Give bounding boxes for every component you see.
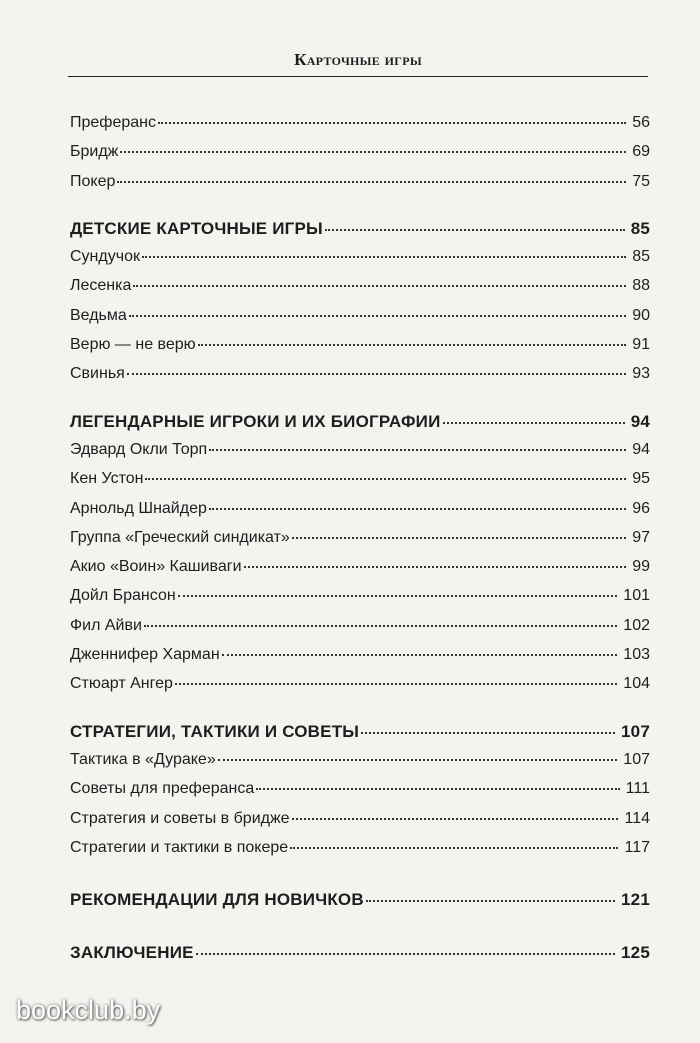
toc-entry-page: 75 xyxy=(632,172,650,190)
dot-leader xyxy=(196,953,615,955)
toc-section-page: 125 xyxy=(621,943,650,963)
section-gap xyxy=(70,868,650,890)
toc-section-page: 107 xyxy=(621,721,650,741)
toc-section-conclusion[interactable] xyxy=(70,943,650,972)
toc-entry-page: 91 xyxy=(632,336,650,354)
toc-entry-title: Арнольд Шнайдер xyxy=(70,499,207,517)
toc-entry-title: Дженнифер Харман xyxy=(70,646,220,664)
toc-entry-thorp[interactable] xyxy=(70,441,650,470)
section-gap xyxy=(70,202,650,219)
toc-entry-page: 90 xyxy=(632,306,650,324)
toc-entry-preferans[interactable] xyxy=(70,114,650,143)
toc-entry-schneider[interactable] xyxy=(70,500,650,529)
dot-leader xyxy=(222,654,618,656)
toc-entry-page: 85 xyxy=(632,248,650,266)
toc-entry-sunduchok[interactable] xyxy=(70,248,650,277)
toc-entry-page: 103 xyxy=(623,646,650,664)
toc-entry-title: Дойл Брансон xyxy=(70,587,176,605)
dot-leader xyxy=(292,818,619,820)
toc-entry-vedma[interactable] xyxy=(70,307,650,336)
toc-entry-bridge-strategy[interactable] xyxy=(70,810,650,839)
dot-leader xyxy=(142,256,626,258)
dot-leader xyxy=(256,788,619,790)
toc-entry-page: 97 xyxy=(632,528,650,546)
toc-entry-title: Бридж xyxy=(70,143,119,161)
toc-entry-page: 88 xyxy=(632,277,650,295)
toc-entry-page: 56 xyxy=(632,114,650,131)
toc-entry-page: 107 xyxy=(623,750,650,768)
toc-entry-title: Кен Устон xyxy=(70,470,144,488)
toc-entry-lesenka[interactable] xyxy=(70,277,650,306)
dot-leader xyxy=(178,595,618,597)
section-gap xyxy=(70,919,650,943)
toc-section-page: 85 xyxy=(630,218,650,238)
toc-entry-page: 101 xyxy=(623,587,650,605)
toc-entry-title: Свинья xyxy=(70,365,125,383)
toc-entry-svinya[interactable] xyxy=(70,365,650,394)
toc-entry-greek-syndicate[interactable] xyxy=(70,529,650,558)
toc-section-title: ЛЕГЕНДАРНЫЕ ИГРОКИ И ИХ БИОГРАФИИ xyxy=(70,411,441,431)
dot-leader xyxy=(127,373,626,375)
toc-entry-page: 99 xyxy=(632,558,650,576)
dot-leader xyxy=(443,422,625,424)
toc-entry-poker[interactable] xyxy=(70,173,650,202)
toc-entry-title: Эдвард Окли Торп xyxy=(70,440,208,458)
dot-leader xyxy=(120,151,626,153)
toc-entry-preferans-tips[interactable] xyxy=(70,780,650,809)
section-gap xyxy=(70,395,650,412)
toc-entry-title: Стратегия и советы в бридже xyxy=(70,809,290,827)
toc-entry-title: Верю — не верю xyxy=(70,336,196,354)
dot-leader xyxy=(175,683,617,685)
toc-entry-page: 102 xyxy=(623,616,650,634)
dot-leader xyxy=(145,478,626,480)
dot-leader xyxy=(218,759,618,761)
toc-entry-title: Стратегии и тактики в покере xyxy=(70,838,289,856)
toc-entry-title: Лесенка xyxy=(70,277,132,295)
header-rule xyxy=(68,76,648,77)
toc-entry-title: Группа «Греческий синдикат» xyxy=(70,528,290,546)
toc-entry-page: 94 xyxy=(632,440,650,458)
dot-leader xyxy=(244,566,627,568)
toc-section-strategy[interactable] xyxy=(70,722,650,751)
toc-entry-page: 104 xyxy=(623,675,650,693)
toc-section-newbies[interactable] xyxy=(70,890,650,919)
toc-entry-page: 93 xyxy=(632,365,650,383)
toc-entry-bridge[interactable] xyxy=(70,143,650,172)
toc-entry-title: Покер xyxy=(70,172,116,190)
dot-leader xyxy=(366,900,615,902)
toc-section-kids[interactable] xyxy=(70,219,650,248)
toc-section-page: 121 xyxy=(621,890,650,910)
toc-section-title: ДЕТСКИЕ КАРТОЧНЫЕ ИГРЫ xyxy=(70,218,323,238)
dot-leader xyxy=(325,229,625,231)
table-of-contents xyxy=(70,114,650,973)
toc-section-page: 94 xyxy=(630,411,650,431)
toc-entry-page: 111 xyxy=(625,780,650,798)
toc-entry-poker-strategy[interactable] xyxy=(70,839,650,868)
toc-entry-title: Фил Айви xyxy=(70,616,142,634)
toc-entry-page: 114 xyxy=(624,809,650,827)
dot-leader xyxy=(129,315,626,317)
toc-entry-ivey[interactable] xyxy=(70,617,650,646)
toc-section-title: СТРАТЕГИИ, ТАКТИКИ И СОВЕТЫ xyxy=(70,721,360,741)
dot-leader xyxy=(198,344,627,346)
section-gap xyxy=(70,705,650,722)
dot-leader xyxy=(209,449,626,451)
toc-entry-page: 117 xyxy=(624,838,650,856)
toc-section-title: РЕКОМЕНДАЦИИ ДЛЯ НОВИЧКОВ xyxy=(70,890,364,910)
dot-leader xyxy=(133,285,626,287)
toc-entry-kashiwagi[interactable] xyxy=(70,558,650,587)
dot-leader xyxy=(158,122,626,124)
toc-entry-ungar[interactable] xyxy=(70,675,650,704)
toc-entry-page: 95 xyxy=(632,470,650,488)
site-watermark: bookclub.by xyxy=(16,995,161,1025)
dot-leader xyxy=(361,732,615,734)
toc-entry-harman[interactable] xyxy=(70,646,650,675)
toc-section-title: ЗАКЛЮЧЕНИЕ xyxy=(70,943,194,963)
dot-leader xyxy=(290,847,618,849)
toc-entry-veryu-ne-veryu[interactable] xyxy=(70,336,650,365)
dot-leader xyxy=(117,181,626,183)
dot-leader xyxy=(144,625,617,627)
toc-entry-title: Советы для преферанса xyxy=(70,780,255,798)
toc-entry-title: Тактика в «Дураке» xyxy=(70,750,216,768)
toc-entry-title: Сундучок xyxy=(70,248,140,266)
toc-entry-title: Преферанс xyxy=(70,114,156,131)
toc-entry-durak-tactics[interactable] xyxy=(70,751,650,780)
toc-entry-brunson[interactable] xyxy=(70,587,650,616)
toc-entry-title: Ведьма xyxy=(70,306,127,324)
dot-leader xyxy=(209,508,626,510)
toc-entry-title: Акио «Воин» Кашиваги xyxy=(70,558,242,576)
toc-entry-page: 96 xyxy=(632,499,650,517)
toc-entry-uston[interactable] xyxy=(70,470,650,499)
dot-leader xyxy=(292,537,626,539)
toc-entry-page: 69 xyxy=(632,143,650,161)
toc-section-legends[interactable] xyxy=(70,412,650,441)
running-title: Карточные игры xyxy=(294,50,422,69)
toc-entry-title: Стюарт Ангер xyxy=(70,675,173,693)
